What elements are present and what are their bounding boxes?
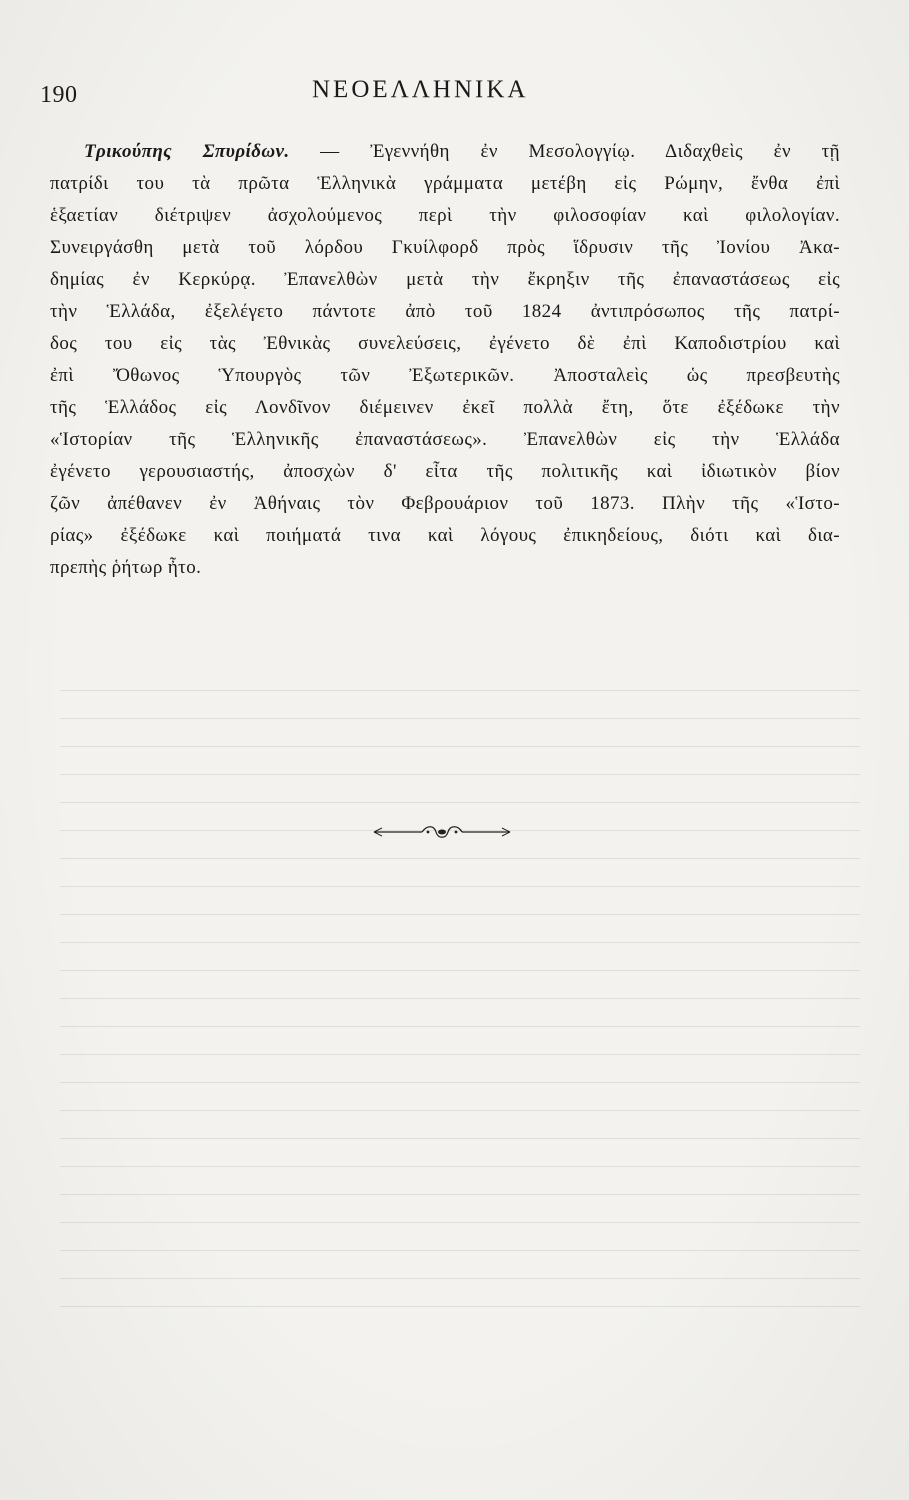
text-line: «Ἱστορίαν τῆς Ἑλληνικῆς ἐπαναστάσεως». Ἐπανελθὼν εἰς τὴν Ἑλλάδα bbox=[50, 429, 840, 450]
page-header bbox=[40, 72, 860, 112]
entry-paragraph bbox=[50, 136, 840, 584]
text-line: ζῶν ἀπέθανεν ἐν Ἀθήναις τὸν Φεβρουάριον τοῦ 1873. Πλὴν τῆς «Ἱστο- bbox=[50, 493, 840, 514]
text-line-content: Ἐγεννήθη ἐν Μεσολογγίῳ. Διδαχθεὶς ἐν τῇ bbox=[370, 141, 840, 162]
text-line: δημίας ἐν Κερκύρᾳ. Ἐπανελθὼν μετὰ τὴν ἔκρηξιν τῆς ἐπαναστάσεως εἰς bbox=[50, 269, 840, 290]
bleed-through-texture bbox=[60, 690, 860, 1390]
entry-dash: — bbox=[289, 141, 371, 162]
text-line: Συνειργάσθη μετὰ τοῦ λόρδου Γκυίλφορδ πρὸς ἵδρυσιν τῆς Ἰονίου Ἀκα- bbox=[50, 237, 840, 258]
text-line: ἐγένετο γερουσιαστής, ἀποσχὼν δ' εἶτα τῆς πολιτικῆς καὶ ἰδιωτικὸν βίον bbox=[50, 461, 840, 482]
entry-name: Τρικούπης Σπυρίδων. bbox=[84, 141, 290, 162]
page-number: 190 bbox=[40, 82, 78, 108]
text-line: τὴν Ἑλλάδα, ἐξελέγετο πάντοτε ἀπὸ τοῦ 1824 ἀντιπρόσωπος τῆς πατρί- bbox=[50, 301, 840, 322]
text-line: πρεπὴς ῥήτωρ ἦτο. bbox=[50, 557, 202, 578]
running-title: ΝΕΟΕΛΛΗΝΙΚΑ bbox=[312, 76, 529, 103]
decorative-rule-icon bbox=[372, 822, 512, 842]
text-line: τῆς Ἑλλάδος εἰς Λονδῖνον διέμεινεν ἐκεῖ πολλὰ ἔτη, ὅτε ἐξέδωκε τὴν bbox=[50, 397, 840, 418]
text-line: ἑξαετίαν διέτριψεν ἀσχολούμενος περὶ τὴν φιλοσοφίαν καὶ φιλολογίαν. bbox=[50, 205, 840, 226]
text-line: δος του εἰς τὰς Ἐθνικὰς συνελεύσεις, ἐγένετο δὲ ἐπὶ Καποδιστρίου καὶ bbox=[50, 333, 840, 354]
text-line: ρίας» ἐξέδωκε καὶ ποιήματά τινα καὶ λόγους ἐπικηδείους, διότι καὶ δια- bbox=[50, 525, 840, 546]
text-line: ἐπὶ Ὄθωνος Ὑπουργὸς τῶν Ἐξωτερικῶν. Ἀποσταλεὶς ὡς πρεσβευτὴς bbox=[50, 365, 840, 386]
text-line bbox=[50, 136, 840, 168]
text-line: πατρίδι του τὰ πρῶτα Ἑλληνικὰ γράμματα μετέβη εἰς Ρώμην, ἔνθα ἐπὶ bbox=[50, 173, 840, 194]
